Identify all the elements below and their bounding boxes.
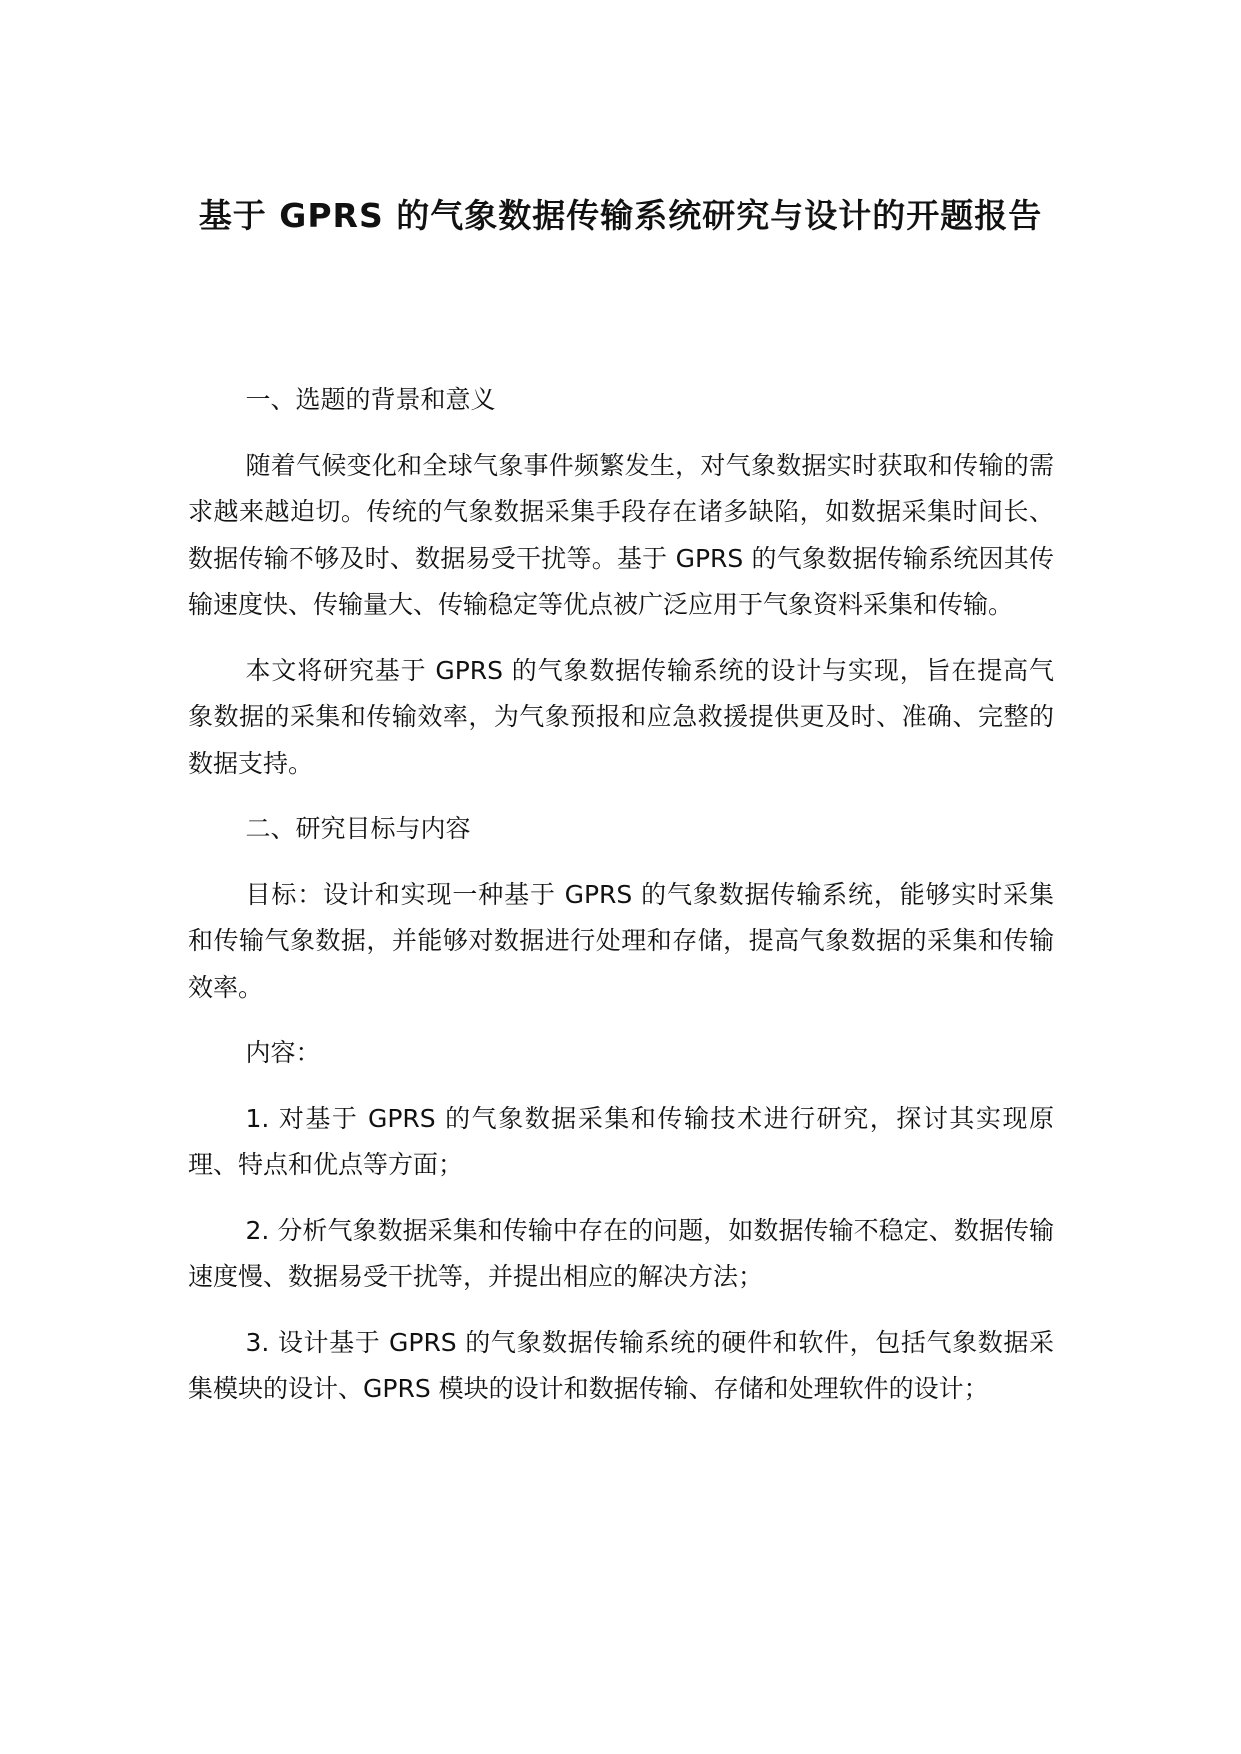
document-body bbox=[188, 377, 1054, 1432]
section-heading-goals: 二、研究目标与内容 bbox=[245, 814, 471, 843]
list-item-2: 2. 分析气象数据采集和传输中存在的问题，如数据传输不稳定、数据传输速度慢、数据易受干扰等，并提出相应的解决方法； bbox=[188, 1215, 1054, 1291]
document-title: 基于 GPRS 的气象数据传输系统研究与设计的开题报告 bbox=[198, 196, 1043, 235]
content-label: 内容： bbox=[245, 1038, 321, 1067]
section-heading-background: 一、选题的背景和意义 bbox=[245, 385, 496, 414]
list-item-3: 3. 设计基于 GPRS 的气象数据传输系统的硬件和软件，包括气象数据采集模块的设计、GPRS 模块的设计和数据传输、存储和处理软件的设计； bbox=[188, 1327, 1054, 1403]
paragraph-purpose: 本文将研究基于 GPRS 的气象数据传输系统的设计与实现，旨在提高气象数据的采集和传输效率，为气象预报和应急救援提供更及时、准确、完整的数据支持。 bbox=[188, 655, 1054, 778]
paragraph-background: 随着气候变化和全球气象事件频繁发生，对气象数据实时获取和传输的需求越来越迫切。传统的气象数据采集手段存在诸多缺陷，如数据采集时间长、数据传输不够及时、数据易受干扰等。基于 GPRS 的气象数据传输系统因其传输速度快、传输量大、传输稳定等优点被广泛应用于气象资料采集和传输。 bbox=[188, 450, 1054, 619]
paragraph-goal: 目标：设计和实现一种基于 GPRS 的气象数据传输系统，能够实时采集和传输气象数据，并能够对数据进行处理和存储，提高气象数据的采集和传输效率。 bbox=[188, 879, 1054, 1002]
list-item-1: 1. 对基于 GPRS 的气象数据采集和传输技术进行研究，探讨其实现原理、特点和优点等方面； bbox=[188, 1103, 1054, 1179]
